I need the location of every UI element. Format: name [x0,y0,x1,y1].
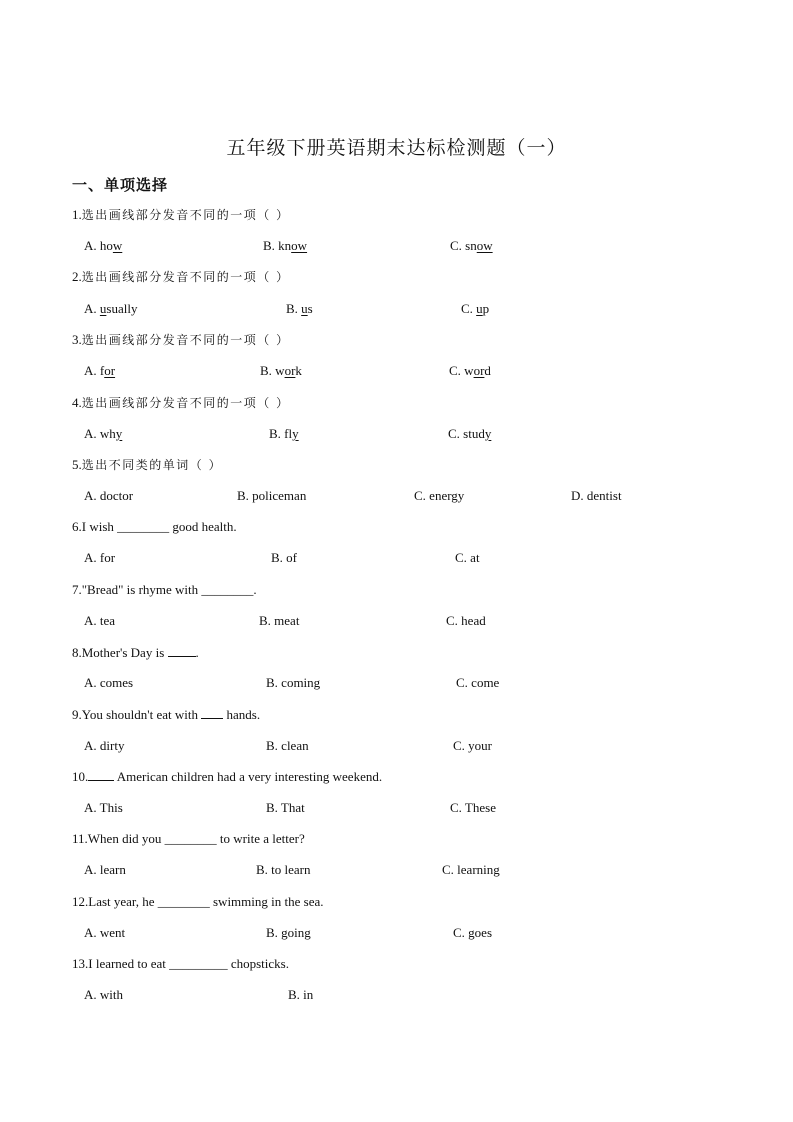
question-text: Last year, he ________ swimming in the sea. [88,894,324,909]
option-a: A. usually [84,301,138,316]
option-b: B. That [266,800,305,815]
option-b: B. clean [266,738,309,753]
option-b: B. work [260,363,302,378]
question-text: "Bread" is rhyme with ________. [81,582,257,597]
answer-blank [88,768,114,781]
question-5: 5.选出不同类的单词（ ） [72,457,223,472]
option-a: A. with [84,987,123,1002]
option-c: C. come [456,675,500,690]
option-a: A. for [84,550,116,565]
option-c: C. These [450,800,496,815]
question-8: 8.Mother's Day is . [72,645,199,660]
option-c: C. word [449,363,491,378]
option-a: A. learn [84,862,126,877]
question-6: 6.I wish ________ good health. [72,519,237,534]
option-c: C. study [448,426,492,441]
answer-blank [168,644,196,657]
question-text: 选出画线部分发音不同的一项（ ） [81,396,290,410]
option-b: B. of [271,550,297,565]
option-a: A. comes [84,675,134,690]
question-text: 选出画线部分发音不同的一项（ ） [81,270,290,284]
question-12: 12.Last year, he ________ swimming in the sea. [72,894,324,909]
page-title: 五年级下册英语期末达标检测题（一） [226,137,567,159]
question-4: 4.选出画线部分发音不同的一项（ ） [72,395,290,410]
option-d: D. dentist [571,488,622,503]
question-text: I wish ________ good health. [81,519,237,534]
option-b: B. to learn [256,862,311,877]
option-c: C. snow [450,238,493,253]
question-3: 3.选出画线部分发音不同的一项（ ） [72,332,290,347]
option-b: B. know [263,238,308,253]
option-c: C. your [453,738,492,753]
option-b: B. policeman [237,488,307,503]
question-9: 9.You shouldn't eat with hands. [72,707,261,722]
option-c: C. up [461,301,490,316]
question-text: 选出画线部分发音不同的一项（ ） [81,208,290,222]
option-c: C. goes [453,925,492,940]
option-b: B. meat [259,613,300,628]
question-2: 2.选出画线部分发音不同的一项（ ） [72,269,290,284]
option-a: A. for [84,363,116,378]
question-text: When did you ________ to write a letter? [87,831,305,846]
option-a: A. went [84,925,126,940]
section-heading: 一、单项选择 [72,176,169,194]
question-1: 1.选出画线部分发音不同的一项（ ） [72,207,290,222]
option-b: B. fly [269,426,299,441]
question-10: 10. American children had a very interesting weekend. [72,769,383,784]
option-c: C. at [455,550,480,565]
option-a: A. This [84,800,123,815]
question-7: 7."Bread" is rhyme with ________. [72,582,257,597]
question-text: I learned to eat _________ chopsticks. [88,956,289,971]
option-c: C. energy [414,488,465,503]
option-b: B. in [288,987,314,1002]
option-a: A. doctor [84,488,134,503]
option-b: B. coming [266,675,321,690]
question-11: 11.When did you ________ to write a letter? [72,831,305,846]
option-a: A. why [84,426,123,441]
option-a: A. how [84,238,123,253]
option-b: B. us [286,301,313,316]
answer-blank [201,706,223,719]
option-a: A. dirty [84,738,125,753]
option-b: B. going [266,925,311,940]
question-13: 13.I learned to eat _________ chopsticks. [72,956,289,971]
question-text: 选出画线部分发音不同的一项（ ） [81,333,290,347]
option-c: C. learning [442,862,500,877]
option-c: C. head [446,613,486,628]
question-text: 选出不同类的单词（ ） [81,458,223,472]
option-a: A. tea [84,613,116,628]
